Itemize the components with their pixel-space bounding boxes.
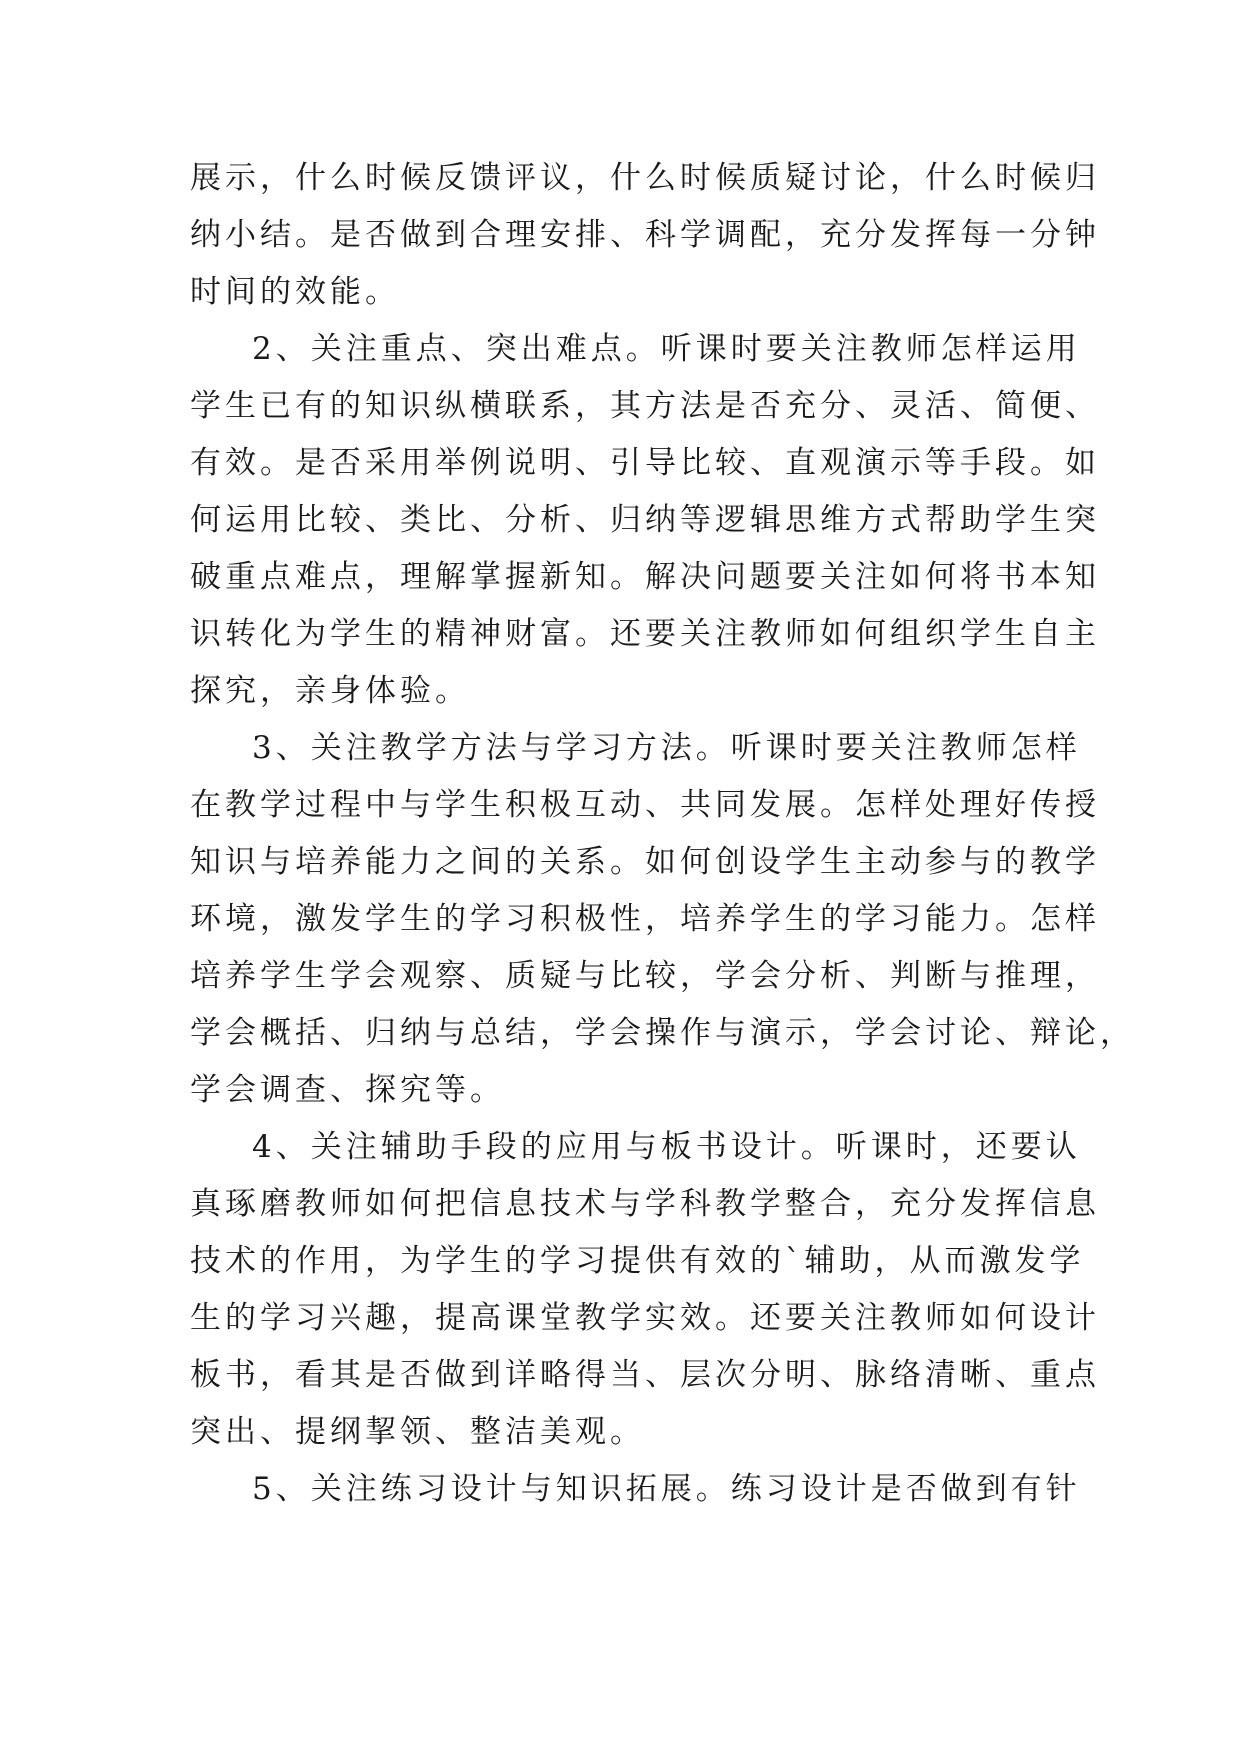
text-line: 纳小结。是否做到合理安排、科学调配，充分发挥每一分钟 bbox=[190, 217, 1100, 253]
text-line: 真琢磨教师如何把信息技术与学科教学整合，充分发挥信息 bbox=[190, 1186, 1100, 1222]
text-line: 学会概括、归纳与总结，学会操作与演示，学会讨论、辩论， bbox=[190, 1015, 1135, 1051]
text-line: 学会调查、探究等。 bbox=[190, 1072, 505, 1108]
paragraph-start-line: 2、关注重点、突出难点。听课时要关注教师怎样运用 bbox=[252, 331, 1081, 367]
text-line: 探究，亲身体验。 bbox=[190, 673, 470, 709]
text-line: 时间的效能。 bbox=[190, 274, 400, 310]
paragraph-start-line: 4、关注辅助手段的应用与板书设计。听课时，还要认 bbox=[252, 1129, 1081, 1165]
text-line: 识转化为学生的精神财富。还要关注教师如何组织学生自主 bbox=[190, 616, 1100, 652]
text-line: 突出、提纲挈领、整洁美观。 bbox=[190, 1414, 645, 1450]
text-line: 何运用比较、类比、分析、归纳等逻辑思维方式帮助学生突 bbox=[190, 502, 1100, 538]
text-line: 展示，什么时候反馈评议，什么时候质疑讨论，什么时候归 bbox=[190, 160, 1100, 196]
body-text bbox=[190, 150, 1135, 1518]
text-line: 板书，看其是否做到详略得当、层次分明、脉络清晰、重点 bbox=[190, 1357, 1100, 1393]
text-line: 技术的作用，为学生的学习提供有效的`辅助，从而激发学 bbox=[190, 1243, 1085, 1279]
text-line: 知识与培养能力之间的关系。如何创设学生主动参与的教学 bbox=[190, 844, 1100, 880]
paragraph-start-line: 5、关注练习设计与知识拓展。练习设计是否做到有针 bbox=[252, 1471, 1081, 1507]
text-line: 破重点难点，理解掌握新知。解决问题要关注如何将书本知 bbox=[190, 559, 1100, 595]
text-line: 在教学过程中与学生积极互动、共同发展。怎样处理好传授 bbox=[190, 787, 1100, 823]
text-line: 学生已有的知识纵横联系，其方法是否充分、灵活、简便、 bbox=[190, 388, 1100, 424]
text-line: 生的学习兴趣，提高课堂教学实效。还要关注教师如何设计 bbox=[190, 1300, 1100, 1336]
text-line: 环境，激发学生的学习积极性，培养学生的学习能力。怎样 bbox=[190, 901, 1100, 937]
text-line: 有效。是否采用举例说明、引导比较、直观演示等手段。如 bbox=[190, 445, 1100, 481]
paragraph-start-line: 3、关注教学方法与学习方法。听课时要关注教师怎样 bbox=[252, 730, 1081, 766]
text-line: 培养学生学会观察、质疑与比较，学会分析、判断与推理， bbox=[190, 958, 1100, 994]
